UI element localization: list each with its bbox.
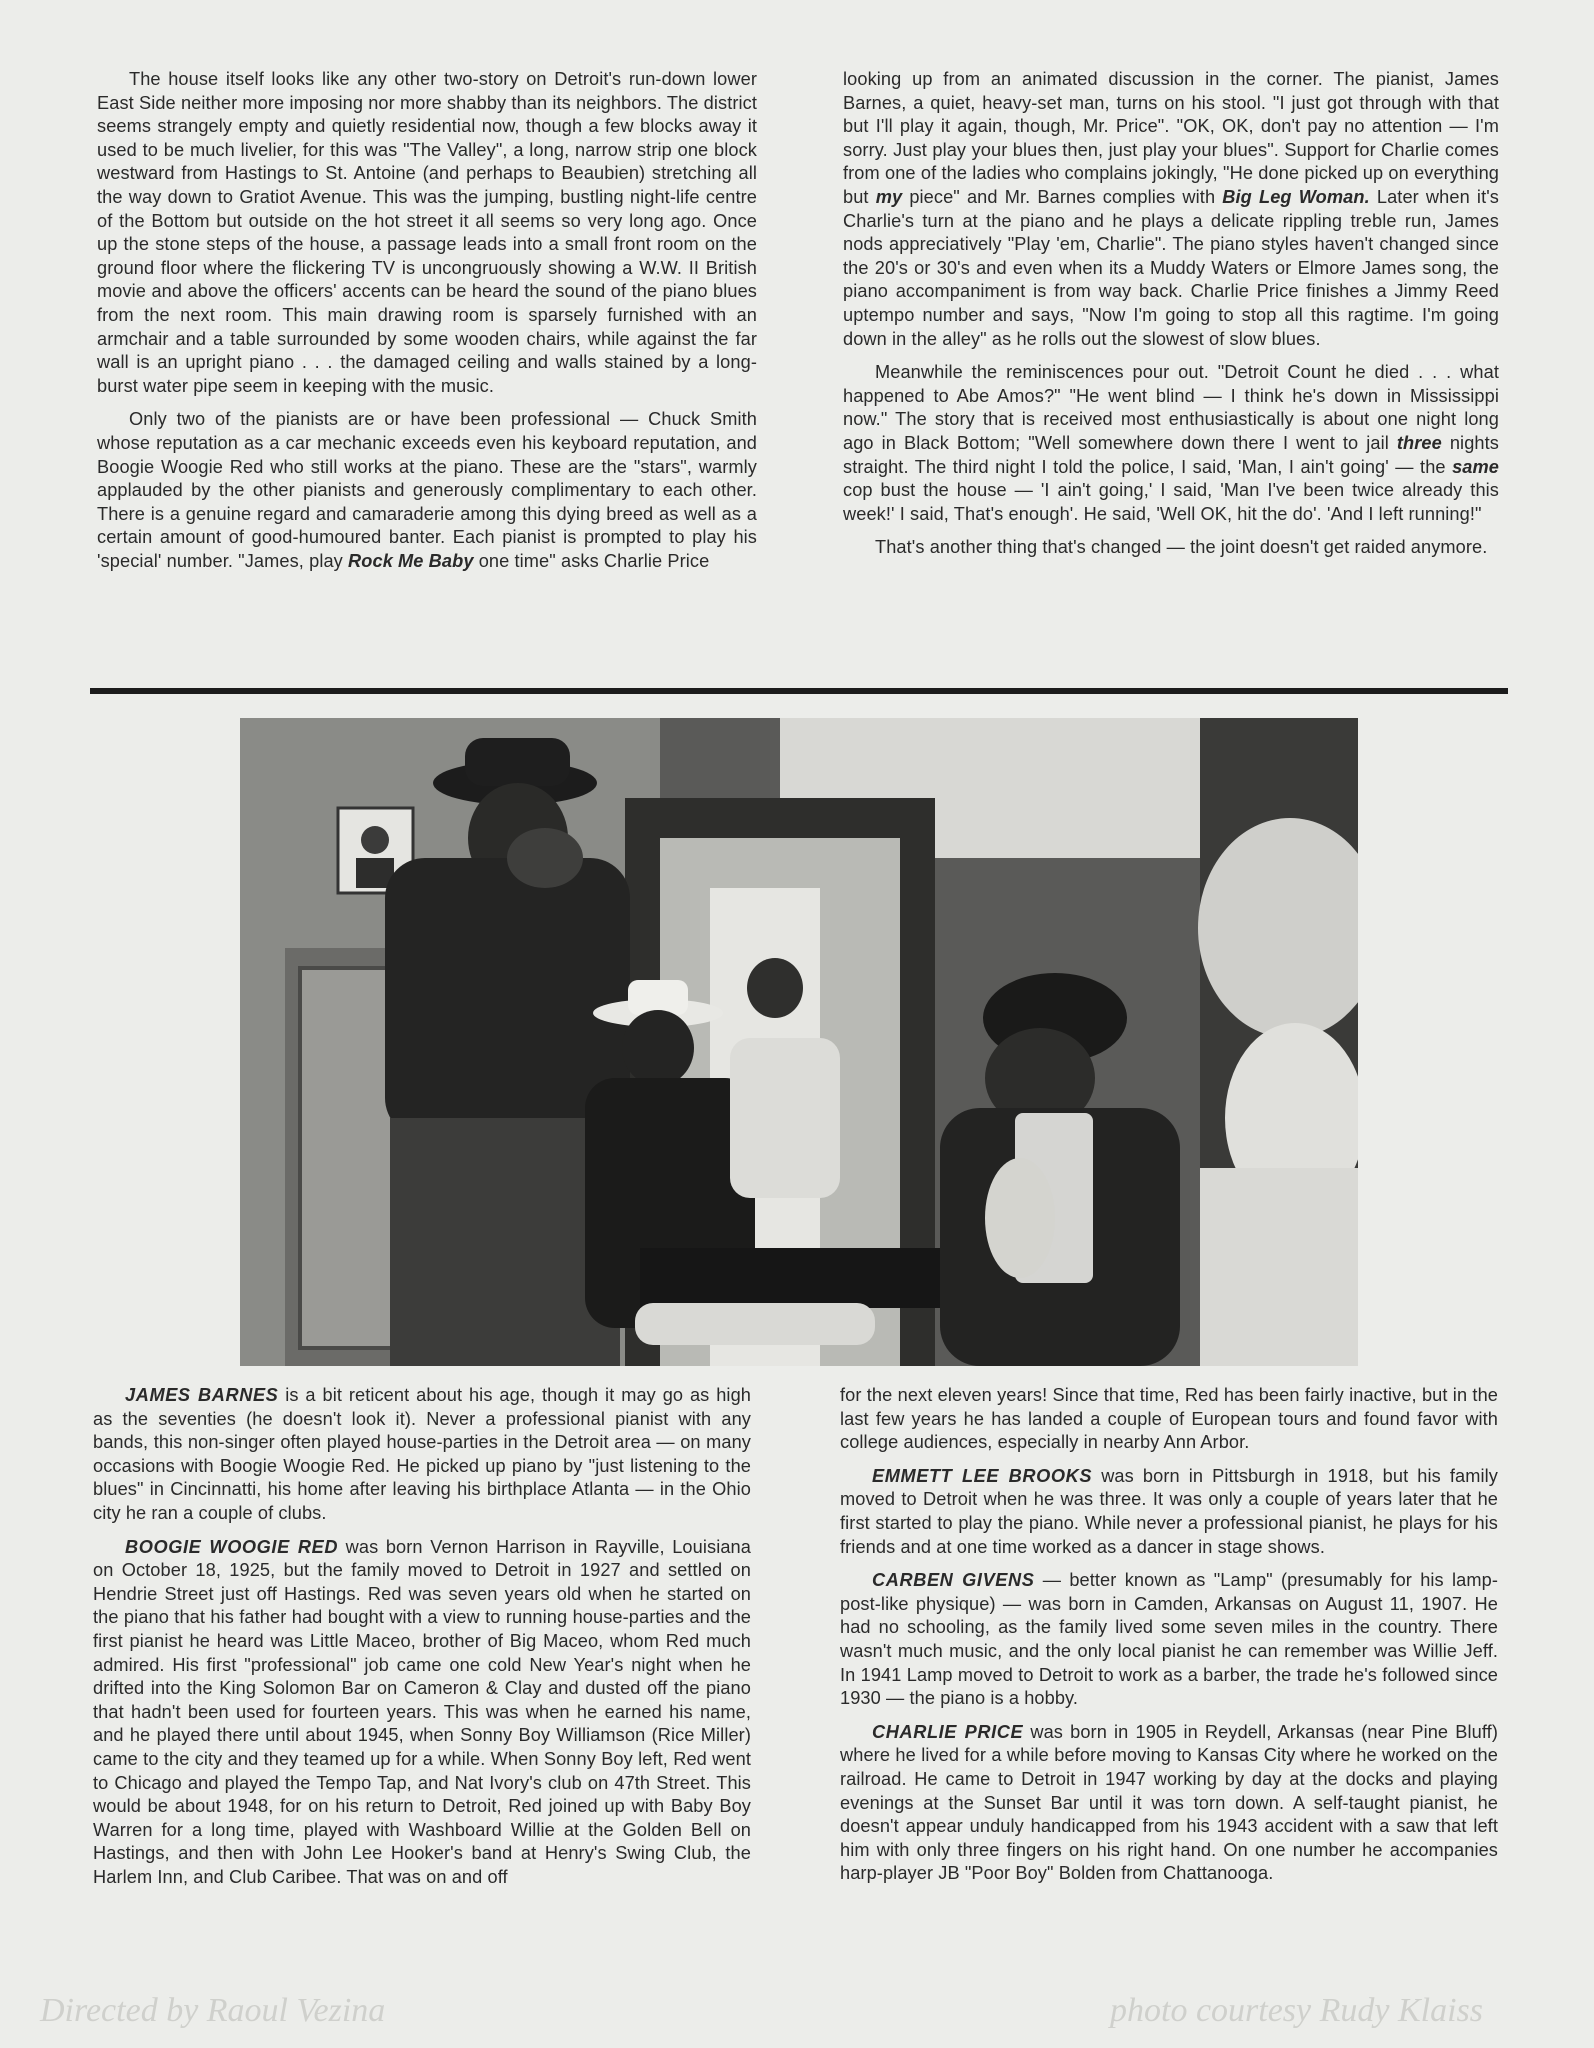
bio-text: was born in 1905 in Reydell, Arkansas (near Pine Bluff) where he lived for a while before moving to Kansas City where he worked on the railroad. He came to Detroit in 1947 working by day at the docks and playing evenings at the Sunset Bar until it was torn down. A self-taught pianist, he doesn't appear unduly handicapped from his 1943 accident with a saw that left him with only three fingers on his right hand. On one number he accompanies harp-player JB "Poor Boy" Bolden from Chattanooga. (840, 1721, 1498, 1884)
bio-text: was born in Pittsburgh in 1918, but his family moved to Detroit when he was three. It was only a couple of years later that he first started to play the piano. While never a professional pianist, he plays for his friends and at one time worked as a dancer in stage shows. (840, 1465, 1498, 1557)
photo-illustration (240, 718, 1358, 1366)
bio-name-james-barnes: JAMES BARNES (125, 1385, 279, 1405)
paragraph-pianists (97, 408, 757, 573)
bio-charlie-price (840, 1721, 1498, 1886)
bio-carben-givens (840, 1569, 1498, 1711)
bio-james-barnes (93, 1384, 751, 1526)
section-divider (90, 688, 1508, 694)
bio-text: was born Vernon Harrison in Rayville, Louisiana on October 18, 1925, but the family moved to Detroit in 1927 and settled on Hendrie Street just off Hastings. Red was seven years old when he started on the piano that his father had bought with a view to running house-parties and the first pianist he heard was Little Maceo, brother of Big Maceo, whom Red much admired. His first "professional" job came one cold New Year's night when he drifted into the King Solomon Bar on Cameron & Clay and dusted off the piano that hadn't been used for fourteen years. This was when he earned his name, and he played there until about 1945, when Sonny Boy Williamson (Rice Miller) came to the city and they teamed up for a while. When Sonny Boy left, Red went to Chicago and played the Tempo Tap, and Nat Ivory's club on 47th Street. This would be about 1948, for on his return to Detroit, Red joined up with Baby Boy Warren for a long time, played with Washboard Willie at the Golden Bell on Hastings, and then with John Lee Hooker's band at Henry's Swing Club, the Harlem Inn, and Club Caribee. That was on and off (93, 1536, 751, 1887)
text-span: piece" and Mr. Barnes complies with (902, 186, 1223, 207)
top-left-column (97, 68, 757, 583)
bio-name-carben-givens: CARBEN GIVENS (872, 1570, 1035, 1591)
bio-text: is a bit reticent about his age, though it may go as high as the seventies (he doesn't look it). Never a professional pianist with any bands, this non-singer often played house-parties in the Detroit area — on many occasions with Boogie Woogie Red. He picked up piano by "just listening to the blues" in Cincinnatti, his home after leaving his birthplace Atlanta — in the Ohio city he ran a couple of clubs. (93, 1385, 751, 1523)
bio-boogie-woogie-red (93, 1536, 751, 1890)
bio-text: — better known as "Lamp" (presumably for his lamp-post-like physique) — was born in Camden, Arkansas on August 11, 1907. He had no schooling, as the family lived some seven miles in the country. There wasn't much music, and the only local pianist he can remember was Willie Jeff. In 1941 Lamp moved to Detroit to work as a barber, the trade he's followed since 1930 — the piano is a hobby. (840, 1570, 1498, 1709)
top-right-column (843, 68, 1499, 570)
paragraph-house: The house itself looks like any other two-story on Detroit's run-down lower East Side neither more imposing nor more shabby than its neighbors. The district seems strangely empty and quietly residential now, though a few blocks away it used to be much livelier, for this was "The Valley", a long, narrow strip one block westward from Hastings to St. Antoine (and perhaps to Beaubien) stretching all the way down to Gratiot Avenue. This was the jumping, bustling night-life centre of the Bottom but outside on the hot street it all seems so very long ago. Once up the stone steps of the house, a passage leads into a small front room on the ground floor where the flickering TV is uncongruously showing a W.W. II British movie and above the officers' accents can be heard the sound of the piano blues from the next room. This main drawing room is sparsely furnished with an armchair and a table surrounded by some wooden chairs, while against the far wall is an upright piano . . . the damaged ceiling and walls stained by a long-burst water pipe seem in keeping with the music. (97, 69, 757, 396)
faint-credit-right: photo courtesy Rudy Klaiss (1110, 1992, 1484, 2029)
bio-emmett-lee-brooks (840, 1465, 1498, 1559)
text-span: cop bust the house — 'I ain't going,' I said, 'Man I've been twice already this week!' I said, That's enough'. He said, 'Well OK, hit the do'. 'And I left running!" (843, 480, 1499, 524)
bio-name-emmett-lee-brooks: EMMETT LEE BROOKS (872, 1465, 1093, 1486)
paragraph-pianists-text: Only two of the pianists are or have been professional — Chuck Smith whose reputation as a car mechanic exceeds even his keyboard reputation, and Boogie Woogie Red who still works at the piano. These are the "stars", warmly applauded by the other pianists and generously complimentary to each other. There is a genuine regard and camaraderie among this dying breed as well as a certain amount of good-humoured banter. Each pianist is prompted to play his 'special' number. "James, play (97, 409, 757, 571)
paragraph-reminiscences (843, 361, 1499, 526)
bio-name-boogie-woogie-red: BOOGIE WOOGIE RED (125, 1536, 339, 1557)
bottom-right-column (840, 1384, 1498, 1896)
text-span: Later when it's Charlie's turn at the piano and he plays a delicate rippling treble run, James nods appreciatively "Play 'em, Charlie". The piano styles haven't changed since the 20's or 30's and even when its a Muddy Waters or Elmore James song, the piano accompaniment is from way back. Charlie Price finishes a Jimmy Reed uptempo number and says, "Now I'm going to stop all this ragtime. I'm going down in the alley" as he rolls out the slowest of slow blues. (843, 186, 1499, 349)
emphasis-same: same (1452, 456, 1499, 477)
song-title-rock-me-baby: Rock Me Baby (348, 550, 474, 571)
faint-credit-left: Directed by Raoul Vezina (40, 1992, 386, 2029)
paragraph-pianists-tail: one time" asks Charlie Price (473, 550, 710, 571)
emphasis-my: my (875, 186, 903, 207)
bottom-left-column (93, 1384, 751, 1899)
text-span: Meanwhile the reminiscences pour out. "Detroit Count he died . . . what happened to Abe Amos?" "He went blind — I think he's down in Mississippi now." The story that is received most enthusiastically is about one night long ago in Black Bottom; "Well somewhere down there I went to jail (843, 362, 1499, 453)
text-span: nights straight. The third night I told the police, I said, 'Man, I ain't going' — the (843, 432, 1499, 477)
song-title-big-leg-woman: Big Leg Woman. (1222, 186, 1370, 207)
text-span: looking up from an animated discussion in the corner. The pianist, James Barnes, a quiet, heavy-set man, turns on his stool. "I just got through with that but I'll play it again, though, Mr. Price". "OK, OK, don't pay no attention — I'm sorry. Just play your blues then, just play your blues". Support for Charlie comes from one of the ladies who complains jokingly, "He done picked up on everything but (843, 69, 1499, 207)
photo-pianists (240, 718, 1358, 1366)
paragraph-discussion (843, 68, 1499, 351)
bio-name-charlie-price: CHARLIE PRICE (872, 1721, 1024, 1742)
paragraph-raided: That's another thing that's changed — the joint doesn't get raided anymore. (875, 537, 1488, 558)
emphasis-three: three (1396, 432, 1442, 453)
bio-red-continued: for the next eleven years! Since that time, Red has been fairly inactive, but in the last few years he has landed a couple of European tours and found favor with college audiences, especially in nearby Ann Arbor. (840, 1385, 1498, 1453)
